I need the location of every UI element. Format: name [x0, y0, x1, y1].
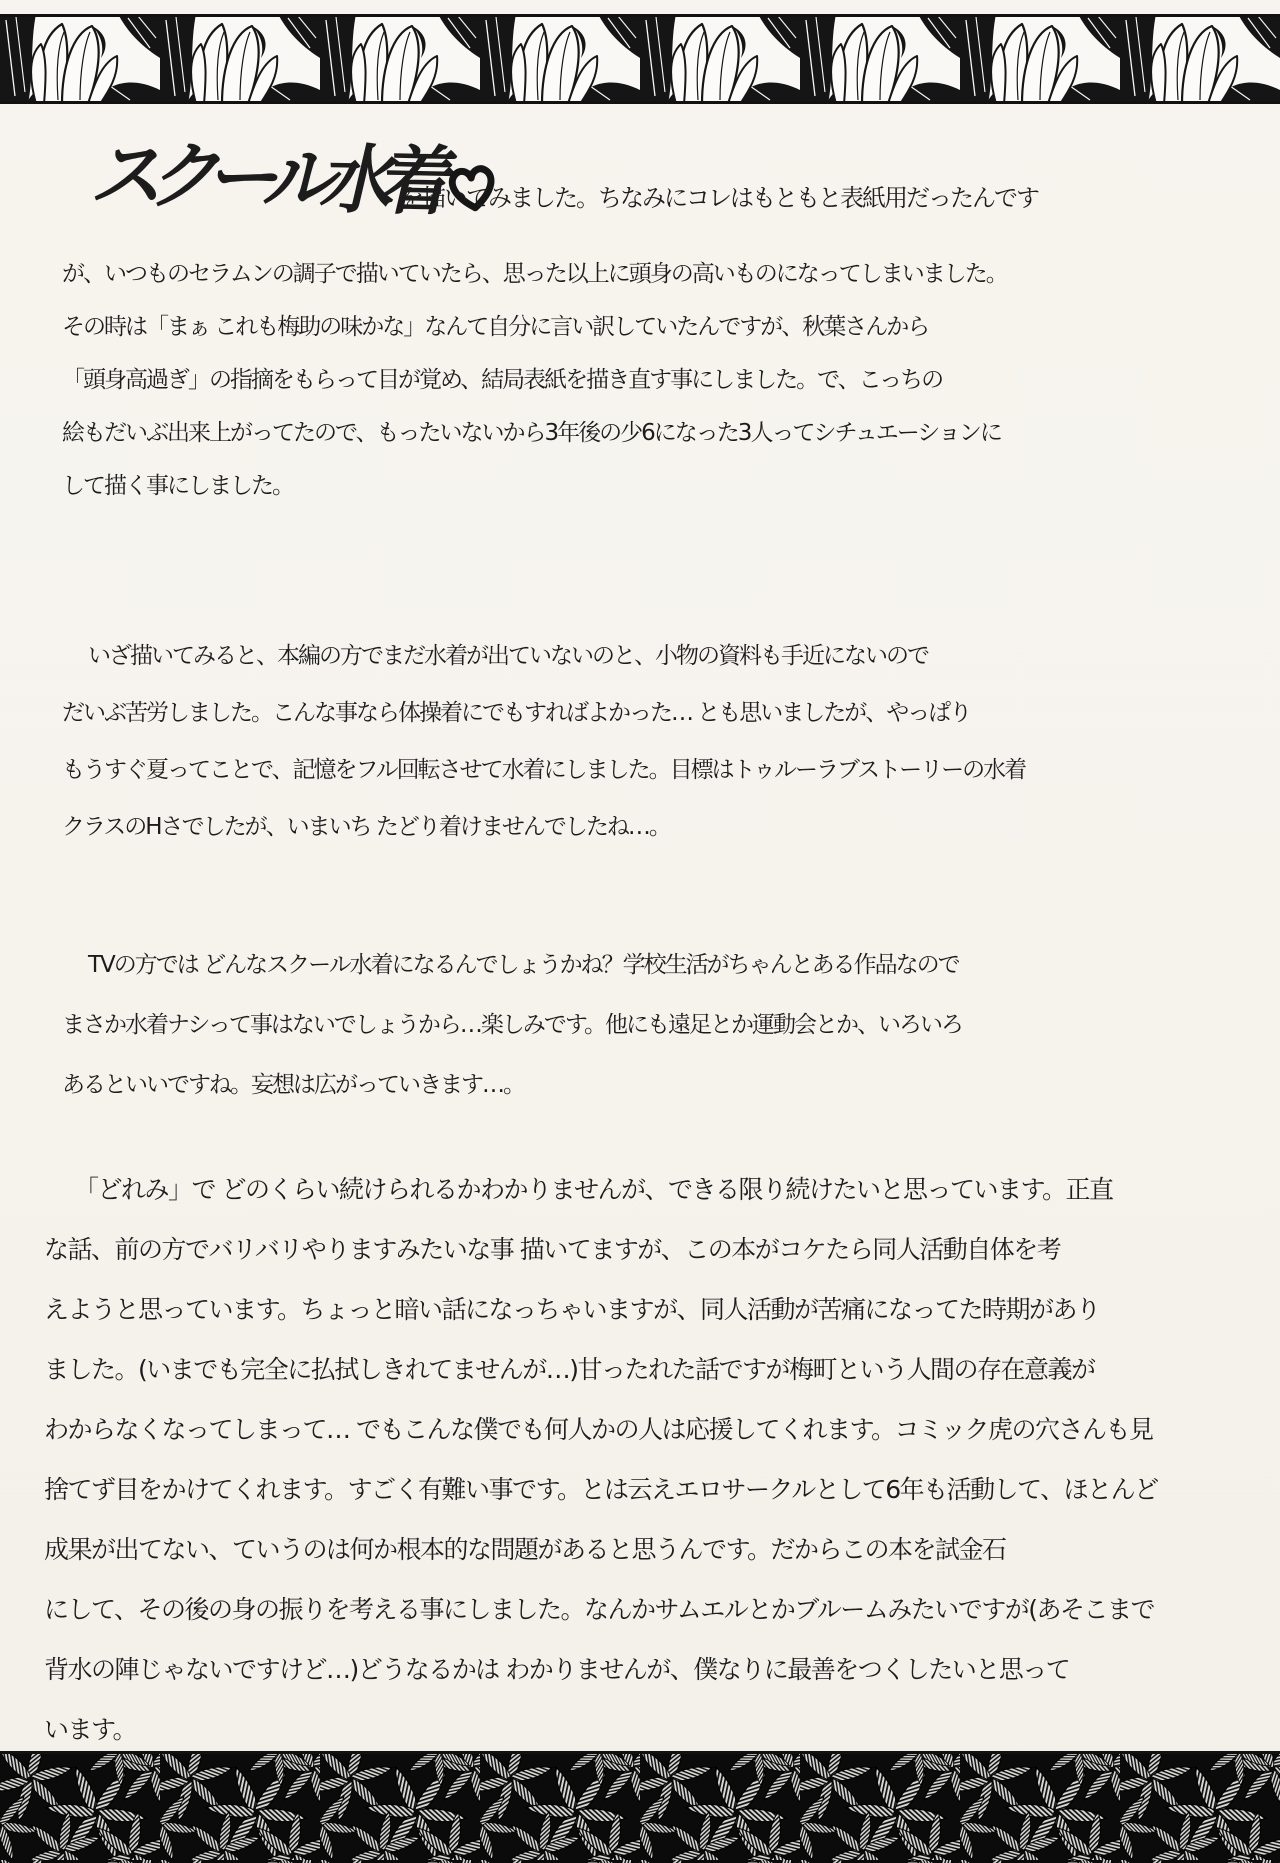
text-line: わからなくなってしまって… でもこんな僕でも何人かの人は応援してくれます。コミック虎の穴さんも見 — [44, 1415, 1153, 1444]
text-line: 絵もだいぶ出来上がってたので、もったいないから3年後の少6になった3人ってシチュエーションに — [62, 420, 1001, 446]
text-line: して描く事にしました。 — [62, 473, 293, 499]
paragraph-1 — [62, 248, 1250, 513]
text-line: います。 — [44, 1715, 137, 1744]
text-line: 「頭身高過ぎ」の指摘をもらって目が覚め、結局表紙を描き直す事にしました。で、こっちの — [62, 367, 943, 393]
text-line: だいぶ苦労しました。こんな事なら体操着にでもすればよかった… とも思いましたが、やっぱり — [62, 700, 971, 726]
text-line: 捨てず目をかけてくれます。すごく有難い事です。とは云えエロサークルとして6年も活動して、ほとんど — [44, 1475, 1158, 1504]
text-line: 成果が出てない、ていうのは何か根本的な問題があると思うんです。だからこの本を試金石 — [44, 1535, 1006, 1564]
text-line: あるといいですね。妄想は広がっていきます…。 — [62, 1072, 524, 1098]
page-title: スクール水着 — [84, 132, 450, 226]
title-continuation: を描いてみました。ちなみにコレはもともと表紙用だったんです — [400, 184, 1038, 212]
text-line: にして、その後の身の振りを考える事にしました。なんかサムエルとかブルームみたいですが(あそこまで — [44, 1595, 1155, 1624]
text-line: もうすぐ夏ってことで、記憶をフル回転させて水着にしました。目標はトゥルーラブストーリーの水着 — [62, 757, 1026, 783]
maple-leaf-border-illustration — [0, 1751, 1280, 1863]
paragraph-4 — [44, 1160, 1250, 1760]
bottom-border-leaves — [0, 1751, 1280, 1863]
afterword-text — [44, 248, 1250, 1760]
text-line: 背水の陣じゃないですけど…)どうなるかは わかりませんが、僕なりに最善をつくしたいと思って — [44, 1655, 1070, 1684]
text-line: いざ描いてみると、本編の方でまだ水着が出ていないのと、小物の資料も手近にないので — [88, 643, 928, 669]
text-line: えようと思っています。ちょっと暗い話になっちゃいますが、同人活動が苦痛になってた時期があり — [44, 1295, 1100, 1324]
text-line: な話、前の方でバリバリやりますみたいな事 描いてますが、この本がコケたら同人活動自体を考 — [44, 1235, 1061, 1264]
top-border-floral — [0, 14, 1280, 104]
text-line: まさか水着ナシって事はないでしょうから…楽しみです。他にも遠足とか運動会とか、いろいろ — [62, 1012, 963, 1038]
text-line: クラスのHさでしたが、いまいち たどり着けませんでしたね…。 — [62, 814, 670, 840]
text-line: 「どれみ」で どのくらい続けられるかわかりませんが、できる限り続けたいと思っています。正直 — [74, 1175, 1113, 1204]
text-line: が、いつものセラムンの調子で描いていたら、思った以上に頭身の高いものになってしまいました。 — [62, 261, 1007, 287]
text-line: その時は「まぁ これも梅助の味かな」なんて自分に言い訳していたんですが、秋葉さんから — [62, 314, 929, 340]
paragraph-3 — [62, 935, 1250, 1115]
paragraph-2 — [62, 628, 1250, 856]
lily-border-illustration — [0, 14, 1280, 104]
text-line: TVの方では どんなスクール水着になるんでしょうかね？学校生活がちゃんとある作品なので — [88, 952, 959, 978]
text-line: ました。(いまでも完全に払拭しきれてませんが…)甘ったれた話ですが梅町という人間の存在意義が — [44, 1355, 1095, 1384]
